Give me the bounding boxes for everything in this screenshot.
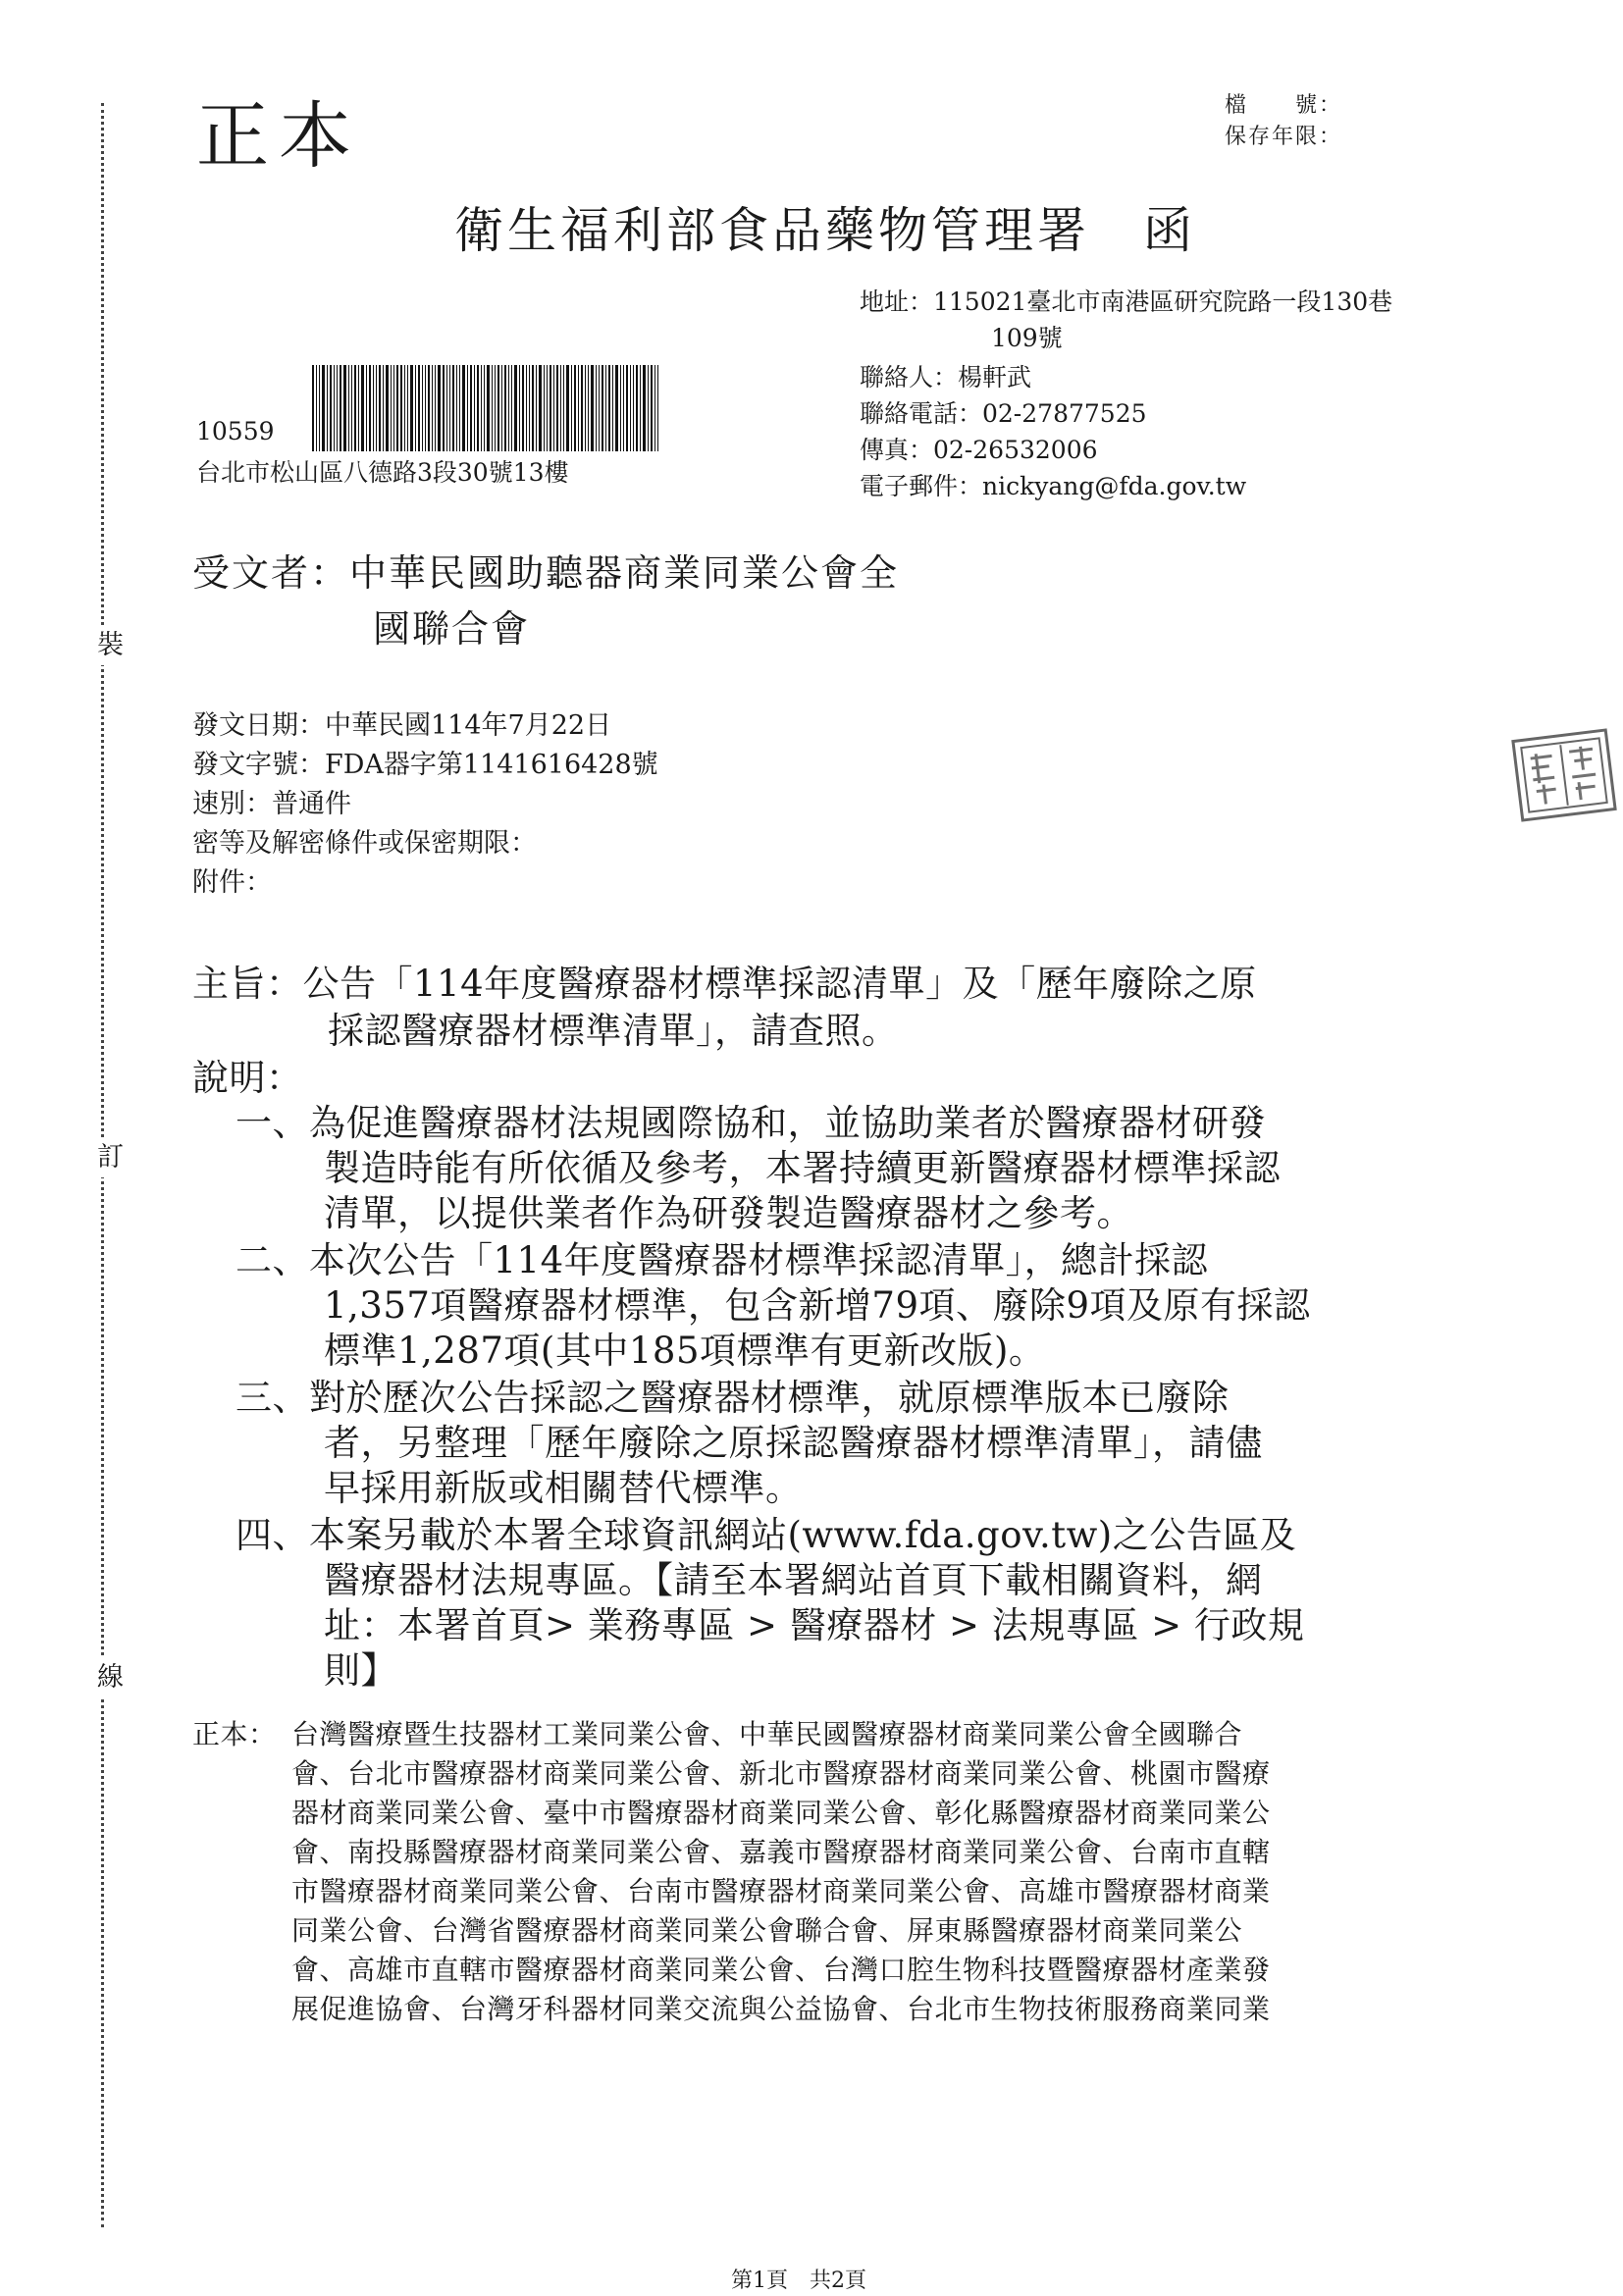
barcode-bar xyxy=(536,365,537,451)
barcode-bar xyxy=(519,365,520,451)
barcode-bar xyxy=(599,365,600,451)
barcode-bar xyxy=(379,365,381,451)
barcode-bar xyxy=(539,365,542,451)
barcode-bar xyxy=(501,365,502,451)
barcode-bar xyxy=(396,365,398,451)
barcode-bar xyxy=(615,365,618,451)
barcode-bar xyxy=(636,365,638,451)
barcode-bar xyxy=(571,365,572,451)
binding-char-xian: 線 xyxy=(97,1658,124,1697)
barcode-bar xyxy=(522,365,524,451)
barcode-bar xyxy=(340,365,341,451)
barcode-bar xyxy=(330,365,332,451)
explanation-item-3-line-1: 三、對於歷次公告採認之醫療器材標準，就原標準版本已廢除 xyxy=(236,1377,1230,1419)
barcode-bar xyxy=(547,365,548,451)
barcode-bar xyxy=(578,365,579,451)
barcode-bar xyxy=(376,365,377,451)
barcode-bar xyxy=(550,365,551,451)
barcode-bar xyxy=(425,365,426,451)
barcode-bar xyxy=(428,365,430,451)
barcode-bar xyxy=(456,365,457,451)
barcode-bar xyxy=(529,365,530,451)
cc-label: 正本： xyxy=(192,1718,277,1750)
cc-line: 會、高雄市直轄市醫療器材商業同業公會、台灣口腔生物科技暨醫療器材產業發 xyxy=(291,1954,1271,1986)
barcode-bar xyxy=(654,365,655,451)
delivery-speed: 速別：普通件 xyxy=(192,789,351,819)
barcode-bar xyxy=(327,365,328,451)
retention-period-label: 保存年限： xyxy=(1225,125,1343,149)
official-seal-stamp xyxy=(1511,728,1617,821)
page-number: 第1頁 共2頁 xyxy=(731,2269,866,2293)
postal-code: 10559 xyxy=(196,417,275,445)
barcode-bar xyxy=(620,365,621,451)
contact-person: 聯絡人：楊軒武 xyxy=(860,363,1032,391)
barcode-bar xyxy=(366,365,367,451)
barcode-bar xyxy=(446,365,447,451)
barcode-bar xyxy=(556,365,558,451)
barcode-bar xyxy=(354,365,356,451)
barcode-bar xyxy=(544,365,545,451)
barcode-bar xyxy=(648,365,649,451)
barcode-bar xyxy=(393,365,394,451)
barcode-bar xyxy=(560,365,561,451)
barcode-bar xyxy=(470,365,472,451)
barcode-bar xyxy=(383,365,384,451)
barcode-bar xyxy=(588,365,589,451)
barcode-bar xyxy=(452,365,454,451)
cc-line: 台灣醫療暨生技器材工業同業公會、中華民國醫療器材商業同業公會全國聯合 xyxy=(291,1718,1243,1750)
barcode-bar xyxy=(358,365,359,451)
barcode-bar xyxy=(432,365,433,451)
barcode-bar xyxy=(481,365,482,451)
barcode-bar xyxy=(514,365,517,451)
barcode-bar xyxy=(497,365,499,451)
barcode-bar xyxy=(312,365,314,451)
document-title: 衛生福利部食品藥物管理署 函 xyxy=(454,202,1196,259)
barcode-bar xyxy=(640,365,641,451)
recipient-line-1: 受文者：中華民國助聽器商業同業公會全 xyxy=(192,551,900,595)
explanation-item-4-line-1: 四、本案另載於本署全球資訊網站(www.fda.gov.tw)之公告區及 xyxy=(236,1514,1297,1556)
barcode-bar xyxy=(591,365,594,451)
barcode-bar xyxy=(532,365,534,451)
barcode-bar xyxy=(418,365,420,451)
binding-char-ding: 訂 xyxy=(97,1138,124,1177)
cc-line: 會、台北市醫療器材商業同業公會、新北市醫療器材商業同業公會、桃園市醫療 xyxy=(291,1757,1271,1790)
explanation-item-4-line-3: 址：本署首頁> 業務專區 > 醫療器材 > 法規專區 > 行政規 xyxy=(324,1604,1305,1646)
explanation-item-1-line-3: 清單，以提供業者作為研發製造醫療器材之參考。 xyxy=(324,1192,1133,1234)
barcode-bar xyxy=(608,365,610,451)
barcode-bar xyxy=(443,365,445,451)
barcode-bar xyxy=(410,365,413,451)
contact-phone: 聯絡電話：02-27877525 xyxy=(860,399,1147,428)
barcode-bar xyxy=(422,365,423,451)
barcode-bar xyxy=(391,365,392,451)
barcode-bar xyxy=(459,365,460,451)
explanation-item-2-line-3: 標準1,287項(其中185項標準有更新改版)。 xyxy=(324,1330,1046,1372)
cc-line: 器材商業同業公會、臺中市醫療器材商業同業公會、彰化縣醫療器材商業同業公 xyxy=(291,1797,1271,1829)
explanation-item-4-line-2: 醫療器材法規專區。【請至本署網站首頁下載相關資料，網 xyxy=(324,1559,1263,1601)
barcode-bar xyxy=(361,365,364,451)
barcode-bar xyxy=(602,365,603,451)
barcode-bar xyxy=(657,365,658,451)
secrecy-conditions: 密等及解密條件或保密期限： xyxy=(192,828,537,859)
barcode-bar xyxy=(623,365,624,451)
barcode-bar xyxy=(563,365,564,451)
barcode-bar xyxy=(566,365,569,451)
barcode-bar xyxy=(386,365,389,451)
barcode-bar xyxy=(474,365,475,451)
barcode-bar xyxy=(605,365,606,451)
barcode-bar xyxy=(633,365,634,451)
barcode-bar xyxy=(553,365,554,451)
barcode-bar xyxy=(612,365,613,451)
issue-date: 發文日期：中華民國114年7月22日 xyxy=(192,710,612,741)
barcode-bar xyxy=(415,365,416,451)
mailing-barcode xyxy=(312,365,685,451)
explanation-item-1-line-2: 製造時能有所依循及參考，本署持續更新醫療器材標準採認 xyxy=(324,1147,1281,1189)
explanation-item-3-line-3: 早採用新版或相關替代標準。 xyxy=(324,1467,803,1509)
mailing-address: 台北市松山區八德路3段30號13樓 xyxy=(196,458,569,487)
subject-line-1: 主旨：公告「114年度醫療器材標準採認清單」及「歷年廢除之原 xyxy=(192,963,1257,1005)
barcode-bar xyxy=(462,365,465,451)
document-number: 發文字號：FDA器字第1141616428號 xyxy=(192,750,658,780)
binding-char-zhuang: 裝 xyxy=(97,626,124,665)
barcode-bar xyxy=(343,365,346,451)
barcode-bar xyxy=(495,365,496,451)
barcode-bar xyxy=(407,365,408,451)
sender-address: 地址：115021臺北市南港區研究院路一段130巷 xyxy=(860,287,1393,316)
cc-line: 同業公會、台灣省醫療器材商業同業公會聯合會、屏東縣醫療器材商業同業公 xyxy=(291,1914,1243,1947)
barcode-bar xyxy=(351,365,352,451)
barcode-bar xyxy=(626,365,628,451)
barcode-bar xyxy=(504,365,506,451)
recipient-line-2: 國聯合會 xyxy=(373,607,531,651)
sender-address-cont: 109號 xyxy=(991,324,1063,352)
explanation-item-3-line-2: 者，另整理「歷年廢除之原採認醫療器材標準清單」，請儘 xyxy=(324,1422,1263,1464)
barcode-bar xyxy=(492,365,493,451)
barcode-bar xyxy=(508,365,509,451)
barcode-bar xyxy=(337,365,338,451)
barcode-bar xyxy=(369,365,371,451)
barcode-bar xyxy=(435,365,436,451)
barcode-bar xyxy=(596,365,597,451)
barcode-bar xyxy=(373,365,374,451)
barcode-bar xyxy=(467,365,468,451)
explanation-item-2-line-2: 1,357項醫療器材標準，包含新增79項、廢除9項及原有採認 xyxy=(324,1284,1311,1327)
barcode-bar xyxy=(438,365,441,451)
barcode-bar xyxy=(630,365,631,451)
barcode-bar xyxy=(484,365,485,451)
contact-email: 電子郵件：nickyang@fda.gov.tw xyxy=(860,472,1247,500)
cc-line: 會、南投縣醫療器材商業同業公會、嘉義市醫療器材商業同業公會、台南市直轄 xyxy=(291,1836,1271,1868)
barcode-bar xyxy=(449,365,450,451)
barcode-bar xyxy=(404,365,405,451)
barcode-bar xyxy=(581,365,583,451)
barcode-bar xyxy=(511,365,512,451)
barcode-bar xyxy=(334,365,335,451)
cc-line: 展促進協會、台灣牙科器材同業交流與公益協會、台北市生物技術服務商業同業 xyxy=(291,1993,1271,2025)
barcode-bar xyxy=(322,365,325,451)
barcode-bar xyxy=(348,365,349,451)
explanation-heading: 說明： xyxy=(192,1057,303,1099)
barcode-bar xyxy=(319,365,320,451)
barcode-bar xyxy=(643,365,646,451)
barcode-bar xyxy=(526,365,527,451)
barcode-bar xyxy=(574,365,576,451)
barcode-bar xyxy=(400,365,402,451)
barcode-bar xyxy=(487,365,490,451)
explanation-item-2-line-1: 二、本次公告「114年度醫療器材標準採認清單」，總計採認 xyxy=(236,1239,1209,1281)
explanation-item-4-line-4: 則】 xyxy=(324,1649,397,1692)
barcode-bar xyxy=(477,365,479,451)
barcode-bar xyxy=(316,365,317,451)
attachments-label: 附件： xyxy=(192,867,272,898)
contact-fax: 傳真：02-26532006 xyxy=(860,436,1098,464)
original-copy-mark: 正本 xyxy=(196,94,361,179)
explanation-item-1-line-1: 一、為促進醫療器材法規國際協和，並協助業者於醫療器材研發 xyxy=(236,1102,1266,1144)
barcode-bar xyxy=(651,365,653,451)
file-number-label: 檔 號： xyxy=(1225,93,1343,118)
subject-line-2: 採認醫療器材標準清單」，請查照。 xyxy=(328,1010,899,1052)
cc-line: 市醫療器材商業同業公會、台南市醫療器材商業同業公會、高雄市醫療器材商業 xyxy=(291,1875,1271,1907)
barcode-bar xyxy=(585,365,586,451)
